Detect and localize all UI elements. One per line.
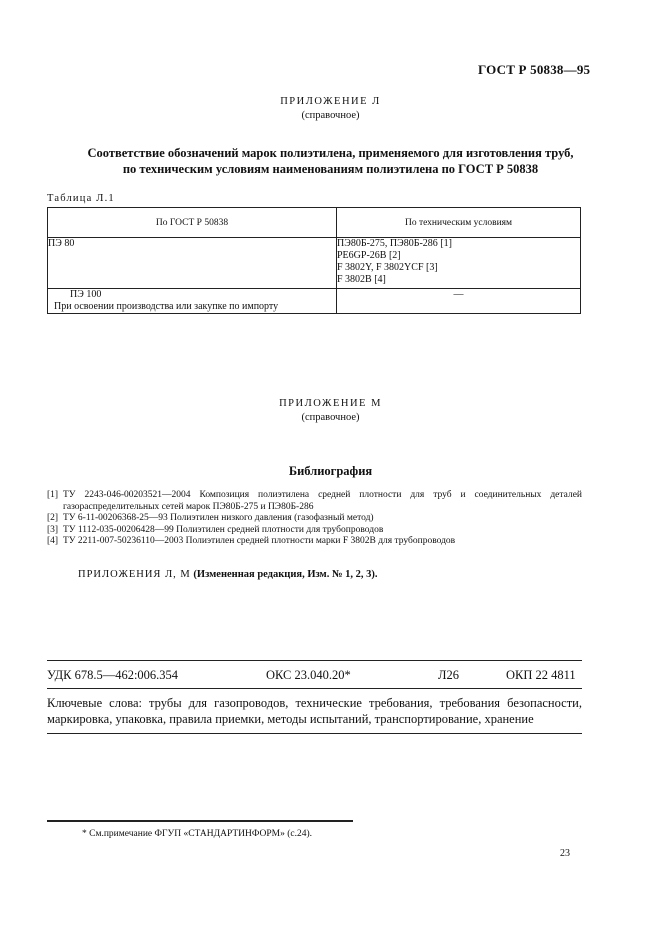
- cell-line: F 3802Y, F 3802YCF [3]: [337, 262, 438, 273]
- bibliography-list: [47, 490, 582, 548]
- cell-dash: —: [453, 289, 464, 300]
- cell-line: ПЭ 80: [48, 238, 75, 249]
- appendix-m-title: ПРИЛОЖЕНИЕ М: [279, 398, 382, 409]
- bib-text: ТУ 2211-007-50236110—2003 Полиэтилен средней плотности марки F 3802B для трубопроводов: [63, 536, 456, 546]
- table-row: [48, 289, 581, 314]
- bib-number: [1]: [47, 490, 59, 500]
- cell-line: ПЭ80Б-275, ПЭ80Б-286 [1]: [337, 238, 452, 249]
- bibliography-heading: Библиография: [288, 464, 373, 478]
- footnote: * См.примечание ФГУП «СТАНДАРТИНФОРМ» (с.24).: [82, 829, 313, 839]
- revision-note: [78, 569, 378, 580]
- list-item: [47, 525, 582, 537]
- keywords: Ключевые слова: трубы для газопроводов, технические требования, требования безопасности, маркировка, упаковка, правила приемки, методы испытаний, транспортирование, хранение: [47, 696, 582, 726]
- appendix-m-subtitle: (справочное): [301, 412, 360, 423]
- bib-text: ТУ 6-11-00206368-25—93 Полиэтилен низкого давления (газофазный метод): [63, 513, 374, 523]
- appendix-l-title: ПРИЛОЖЕНИЕ Л: [280, 96, 381, 107]
- udk-code: УДК 678.5—462:006.354: [47, 668, 179, 682]
- table-cell-tu: [337, 238, 581, 289]
- table-header-row: [48, 208, 581, 238]
- table-l1: [47, 207, 581, 314]
- divider-middle: [47, 688, 582, 689]
- appendix-l-heading-line1: Соответствие обозначений марок полиэтилена, применяемого для изготовления труб,: [87, 146, 574, 160]
- document-code: ГОСТ Р 50838—95: [478, 62, 591, 77]
- list-item: [47, 490, 582, 513]
- bib-number: [3]: [47, 524, 59, 535]
- cell-line: PE6GP-26B [2]: [337, 250, 401, 261]
- table-cell-gost: [48, 289, 337, 314]
- revision-note-text: (Измененная редакция, Изм. № 1, 2, 3).: [193, 569, 378, 580]
- appendix-l-heading-line2: по техническим условиям наименованиям полиэтилена по ГОСТ Р 50838: [122, 162, 539, 176]
- table-cell-tu: [337, 289, 581, 314]
- table-caption: Таблица Л.1: [47, 193, 115, 204]
- bib-text: ТУ 1112-035-00206428—99 Полиэтилен средней плотности для трубопроводов: [63, 524, 384, 535]
- bib-text: ТУ 2243-046-00203521—2004 Композиция полиэтилена средней плотности для труб и соединительных деталей газораспределительных сетей марок ПЭ80Б-275 и ПЭ80Б-286: [63, 490, 582, 512]
- list-item: [47, 536, 582, 548]
- oks-code: ОКС 23.040.20*: [266, 668, 351, 682]
- revision-note-prefix: ПРИЛОЖЕНИЯ Л, М: [78, 569, 191, 580]
- appendix-l-subtitle: (справочное): [301, 110, 360, 121]
- cell-line: При освоении производства или закупке по импорту: [54, 301, 279, 312]
- page-number: 23: [560, 848, 570, 859]
- divider-top: [47, 660, 582, 661]
- footnote-divider: [47, 820, 353, 822]
- cell-line: ПЭ 100: [70, 289, 102, 300]
- group-code: Л26: [438, 668, 459, 682]
- table-row: [48, 238, 581, 289]
- bib-number: [4]: [47, 536, 59, 546]
- divider-bottom: [47, 733, 582, 734]
- okp-code: ОКП 22 4811: [506, 668, 576, 682]
- table-cell-gost: [48, 238, 337, 289]
- list-item: [47, 513, 582, 525]
- bib-number: [2]: [47, 513, 59, 523]
- cell-line: F 3802B [4]: [337, 274, 386, 285]
- table-header-tu: По техническим условиям: [337, 208, 581, 238]
- table-header-gost: По ГОСТ Р 50838: [48, 208, 337, 238]
